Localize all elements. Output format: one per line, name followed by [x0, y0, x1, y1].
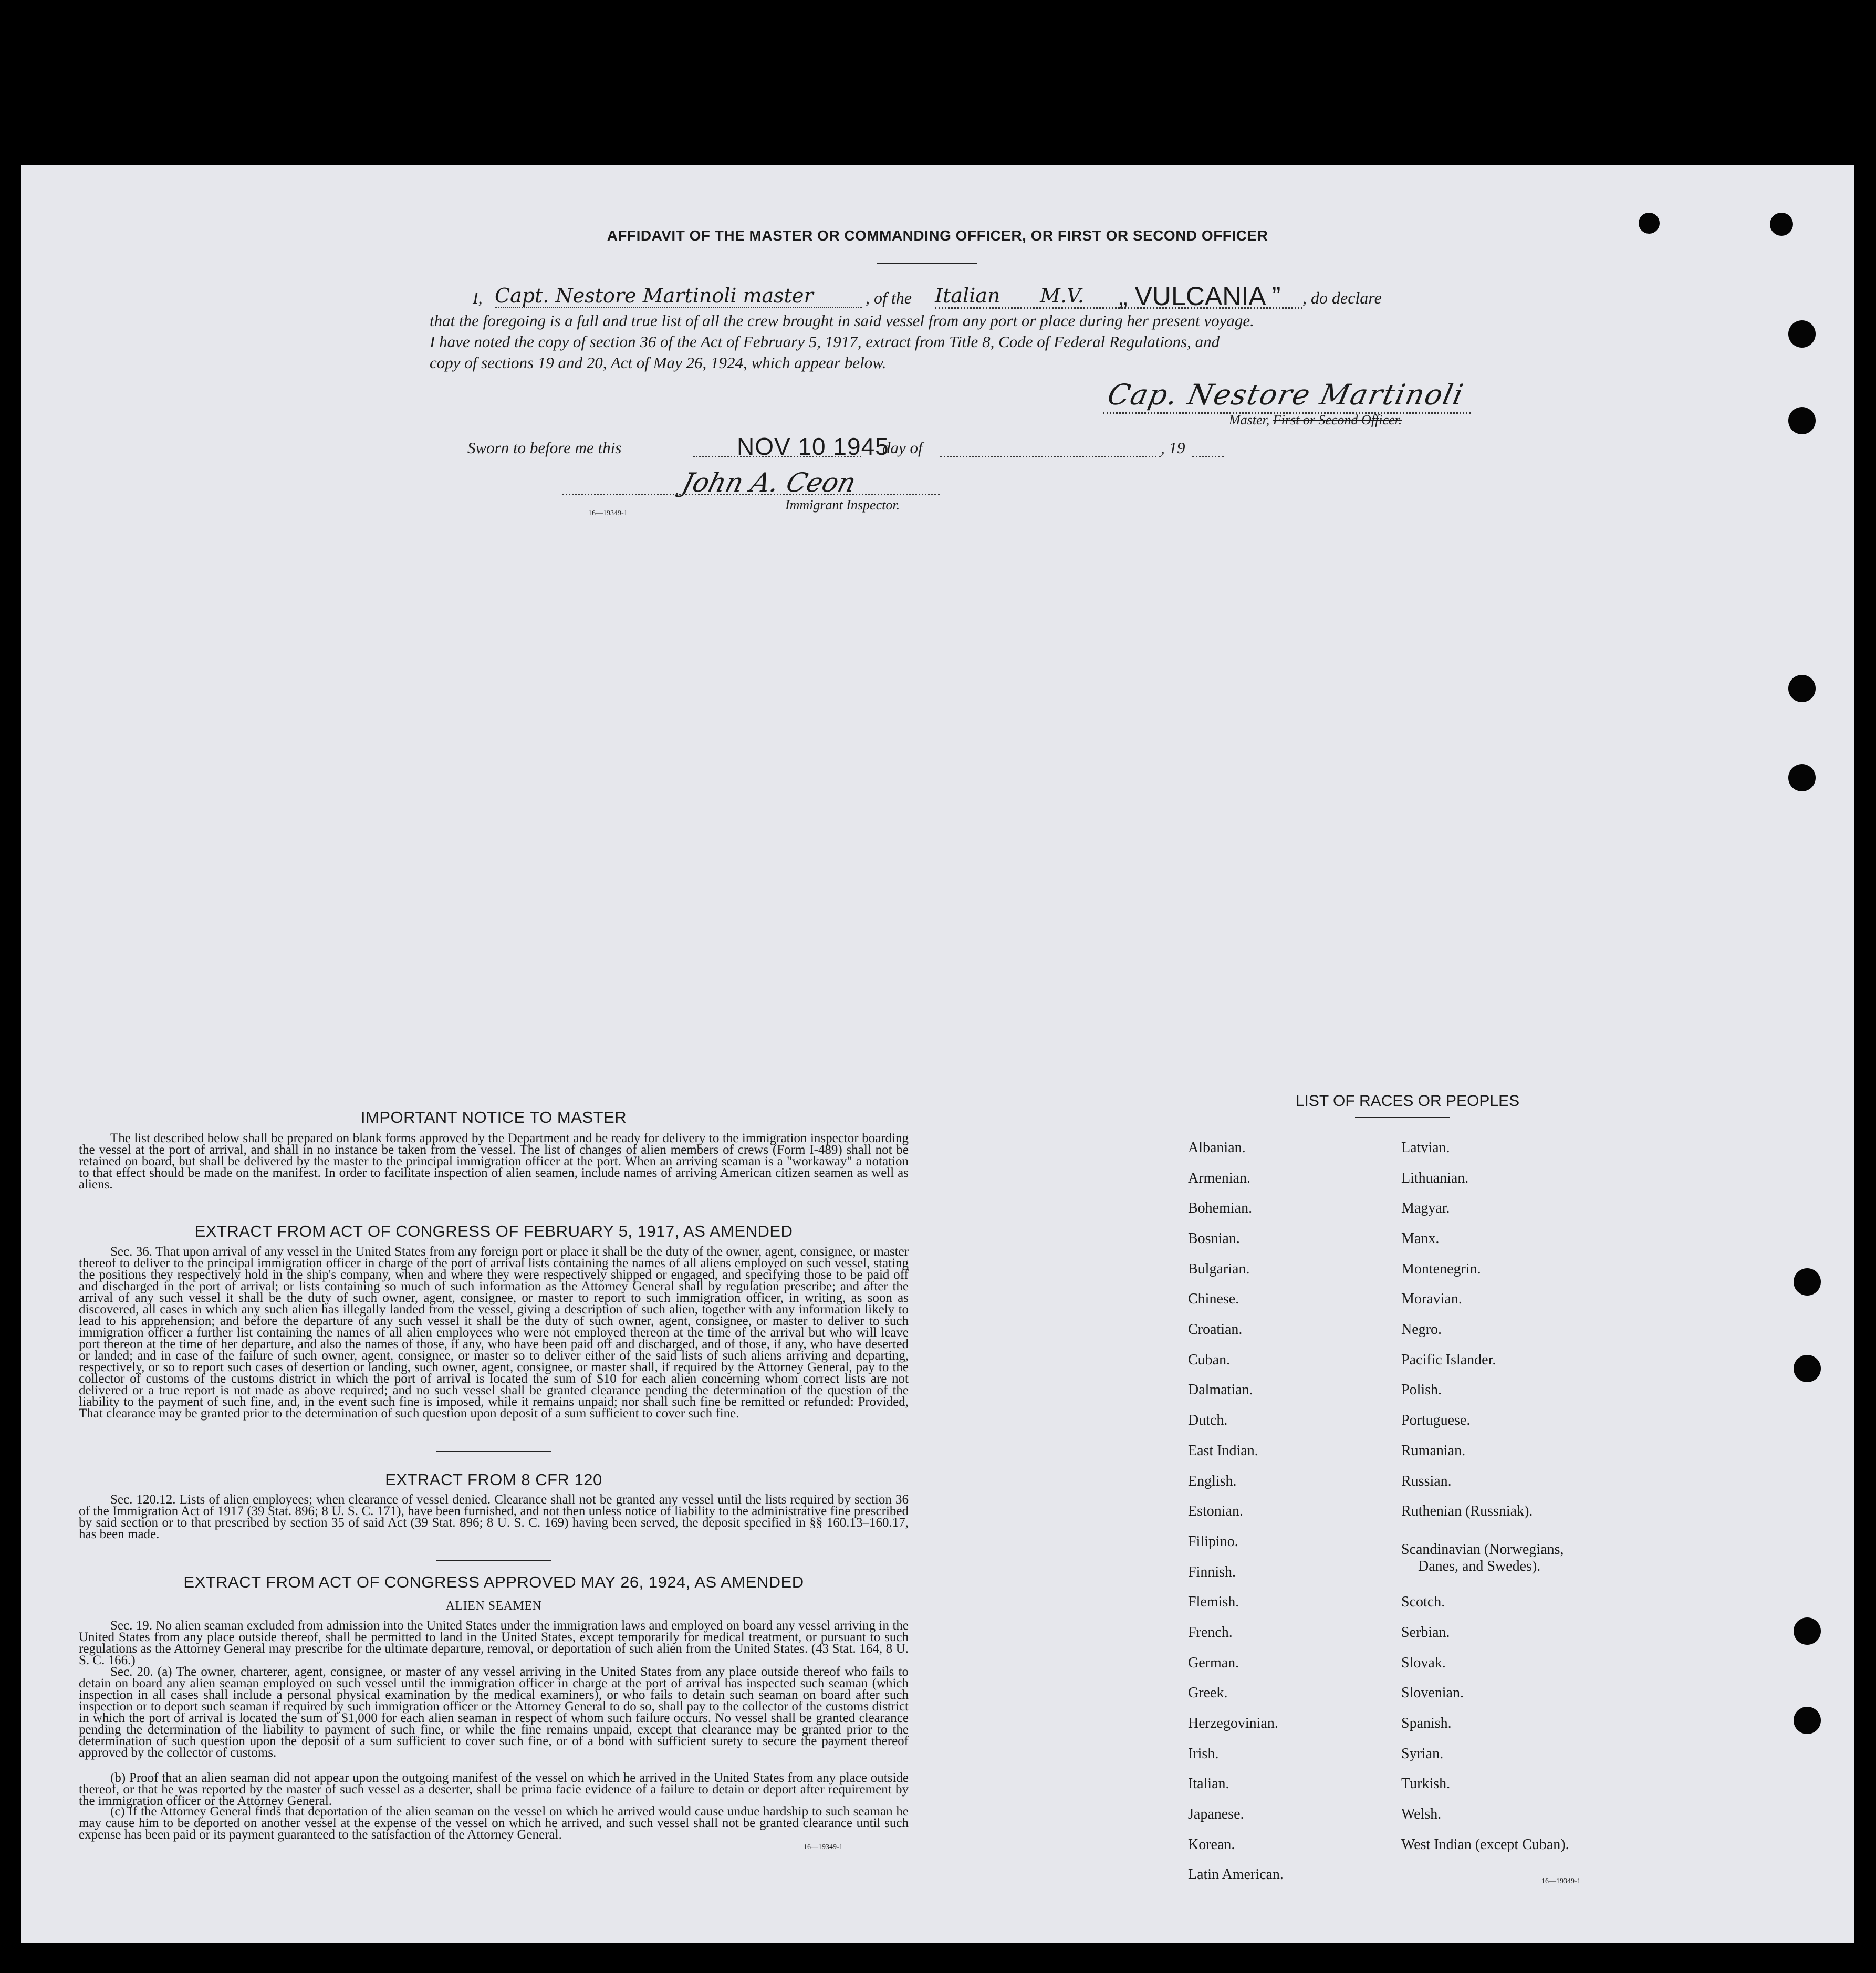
races-title: LIST OF RACES OR PEOPLES [1295, 1092, 1520, 1110]
race-item: Scotch. [1401, 1594, 1445, 1610]
race-item: Armenian. [1188, 1170, 1250, 1186]
race-item: Bulgarian. [1188, 1261, 1250, 1277]
race-item: Negro. [1401, 1321, 1442, 1338]
form-number-races: 16—19349-1 [1541, 1877, 1581, 1885]
race-item: Polish. [1401, 1382, 1442, 1398]
punch-hole [1788, 764, 1816, 791]
master-struck-text: First or Second Officer. [1273, 412, 1402, 427]
master-label: Master, [1229, 412, 1270, 427]
punch-hole [1788, 407, 1816, 434]
punch-hole [1794, 1355, 1821, 1382]
race-item: Scandinavian (Norwegians, [1401, 1541, 1564, 1558]
day-of: day of [882, 439, 923, 457]
race-item: French. [1188, 1624, 1233, 1641]
affidavit-title: AFFIDAVIT OF THE MASTER OR COMMANDING OFFICER, OR FIRST OR SECOND OFFICER [607, 227, 1268, 244]
divider [436, 1560, 551, 1561]
affidavit-line1 [473, 281, 1471, 311]
race-item: Lithuanian. [1401, 1170, 1469, 1186]
year-prefix: , 19 [1161, 439, 1185, 457]
race-item: Albanian. [1188, 1140, 1246, 1156]
date-underline [693, 456, 861, 457]
master-signature: Cap. Nestore Martinoli [1104, 378, 1467, 411]
race-item: Herzegovinian. [1188, 1715, 1278, 1731]
do-declare: , do declare [1302, 288, 1382, 307]
divider [436, 1451, 551, 1452]
affidavit-line2: that the foregoing is a full and true list of all the crew brought in said vessel from any port or place during her present voyage. [430, 311, 1254, 330]
date-stamp: NOV 10 1945 [737, 433, 889, 460]
race-item: Chinese. [1188, 1291, 1239, 1307]
race-item: Korean. [1188, 1836, 1235, 1853]
extract3-sec20c: (c) If the Attorney General finds that deportation of the alien seaman on the vessel on which he arrived would cause undue hardship to such seaman he may cause him to be deported on another vessel at the expense of the vessel on which he arrived, and such vessel shall not be granted clearance until such expense has been paid or its payment guaranteed to the satisfaction of the Attorney General. [79, 1804, 909, 1842]
race-item: Cuban. [1188, 1352, 1231, 1368]
race-item: Magyar. [1401, 1200, 1450, 1216]
punch-hole [1794, 1707, 1821, 1734]
race-item: Montenegrin. [1401, 1261, 1481, 1277]
extract2-title: EXTRACT FROM 8 CFR 120 [385, 1470, 602, 1489]
race-item: Serbian. [1401, 1624, 1450, 1641]
vessel-type: M.V. [1040, 284, 1084, 307]
race-item: Latin American. [1188, 1866, 1284, 1883]
race-item: Estonian. [1188, 1503, 1243, 1519]
race-item: English. [1188, 1473, 1237, 1489]
affidavit-line3: I have noted the copy of section 36 of the Act of February 5, 1917, extract from Title 8, Code of Federal Regulations, and [430, 332, 1220, 351]
month-underline [940, 456, 1161, 457]
race-item: Russian. [1401, 1473, 1452, 1489]
form-number-affidavit: 16—19349-1 [588, 509, 628, 517]
extract3-sec19: Sec. 19. No alien seaman excluded from admission into the United States under the immigration laws and employed on board any vessel arriving in the United States from any place outside thereof, shall be permitted to land in the United States, except temporarily for medical treatment, or pursuant to such regulations as the Attorney General may prescribe for the ultimate departure, removal, or deportation of such alien from the United States. (43 Stat. 164, 8 U. S. C. 166.) [79, 1619, 909, 1667]
race-item: Bohemian. [1188, 1200, 1253, 1216]
race-item: Dalmatian. [1188, 1382, 1253, 1398]
form-number-notice: 16—19349-1 [804, 1843, 843, 1851]
race-item: Portuguese. [1401, 1412, 1471, 1428]
race-item: Bosnian. [1188, 1230, 1240, 1247]
race-item: Croatian. [1188, 1321, 1243, 1338]
race-item: Slovenian. [1401, 1685, 1464, 1701]
race-item: Pacific Islander. [1401, 1352, 1496, 1368]
vessel-name: „ VULCANIA ” [1119, 281, 1281, 311]
master-name: Capt. Nestore Martinoli master [495, 284, 862, 308]
extract3-sec20b: (b) Proof that an alien seaman did not appear upon the outgoing manifest of the vessel on which he arrived in the United States from any place outside thereof, or that he was reported by the master of such vessel as a deserter, shall be prima facie evidence of a failure to detain or deport after requirement by the immigration officer or the Attorney General. [79, 1771, 909, 1808]
race-item: Filipino. [1188, 1533, 1238, 1550]
vessel-underline [935, 307, 1302, 309]
race-item: Spanish. [1401, 1715, 1452, 1731]
race-item: Welsh. [1401, 1806, 1442, 1822]
notice-body: The list described below shall be prepared on blank forms approved by the Department and be ready for delivery to the immigration inspector boarding the vessel at the port of arrival, and shall in no instance be taken from the vessel. The list of changes of alien members of crews (Form I-489) shall not be retained on board, but shall be delivered by the master to the principal immigration officer at the port. When an arriving seaman is a "workaway" a notation to that effect should be made on the manifest. In order to facilitate inspection of alien seamen, include names of arriving American citizen seamen as well as aliens. [79, 1131, 909, 1192]
inspector-signature-line [562, 494, 940, 495]
extract2-body: Sec. 120.12. Lists of alien employees; when clearance of vessel denied. Clearance shall not be granted any vessel until the lists required by section 36 of the Immigration Act of 1917 (39 Stat. 896; 8 U. S. C. 171), have been furnished, and not then unless notice of liability to the administrative fine prescribed by said section or to that prescribed by section 35 of said Act (39 Stat. 896; 8 U. S. C. 169) having been served, the deposit specified in §§ 160.13–160.17, has been made. [79, 1492, 909, 1541]
race-item: Flemish. [1188, 1594, 1239, 1610]
race-item: Greek. [1188, 1685, 1228, 1701]
year-underline [1192, 456, 1224, 457]
inspector-label: Immigrant Inspector. [785, 497, 900, 513]
nationality: Italian [935, 284, 1000, 307]
race-item: Italian. [1188, 1776, 1229, 1792]
punch-hole [1794, 1617, 1821, 1645]
race-item: Japanese. [1188, 1806, 1244, 1822]
extract1-body: Sec. 36. That upon arrival of any vessel in the United States from any foreign port or place it shall be the duty of the owner, agent, consignee, or master thereof to deliver to the principal immigration officer in charge of the port of arrival lists containing the names of all aliens employed on such vessel, stating the positions they respectively hold in the ship's company, when and where they were respectively shipped or engaged, and specifying those to be paid off and discharged in the port of arrival; or lists containing so much of such information as the Attorney General shall by regulation prescribe; and after the arrival of any such vessel it shall be the duty of such owner, agent, consignee, or master to report to such immigration officer, in writing, as soon as discovered, all cases in which any such alien has illegally landed from the vessel, giving a description of such alien, together with any information likely to lead to his apprehension; and before the departure of any such vessel it shall be the duty of such owner, agent, consignee, or master to deliver to such immigration officer a further list containing the names of all alien employees who were not employed thereon at the time of the arrival but who will leave port thereon at the time of her departure, and also the names of those, if any, who have been paid off and discharged, and of those, if any, who have deserted or landed; and in case of the failure of such owner, agent, consignee, or master so to deliver either of the said lists of such aliens arriving and departing, respectively, or so to report such cases of desertion or landing, such owner, agent, consignee, or master shall, if required by the Attorney General, pay to the collector of customs of the customs district in which the port of arrival is located the sum of $10 for each alien concerning whom correct lists are not delivered or a true report is not made as above required; and no such vessel shall be granted clearance pending the determination of the question of the liability to the payment of such fine, and, in the event such fine is imposed, while it remains unpaid; nor shall such fine be remitted or refunded: Provided, That clearance may be granted prior to the determination of such question upon deposit of a sum sufficient to cover such fine. [79, 1245, 909, 1421]
inspector-signature: John A. Ceon [679, 467, 859, 498]
race-item: West Indian (except Cuban). [1401, 1836, 1569, 1853]
race-item: Turkish. [1401, 1776, 1451, 1792]
race-item: Rumanian. [1401, 1443, 1466, 1459]
race-item: Finnish. [1188, 1564, 1236, 1580]
race-item: Syrian. [1401, 1746, 1444, 1762]
race-item: East Indian. [1188, 1443, 1258, 1459]
extract3-sec20a: Sec. 20. (a) The owner, charterer, agent, consignee, or master of any vessel arriving in the United States from any place outside thereof who fails to detain on board any alien seaman employed on such vessel until the immigration officer in charge at the port of arrival has inspected such seaman (which inspection in all cases shall include a personal physical examination by the medical examiners), or who fails to detain such seaman on board after such inspection or to deport such seaman if required by such immigration officer or the Attorney General to do so, shall pay to the collector of the customs district in which the port of arrival is located the sum of $1,000 for each alien seaman in respect of whom such failure occurs. No vessel shall be granted clearance pending the determination of the liability to payment of such fine, or while the fine remains unpaid, except that clearance may be granted prior to the determination of such question upon the deposit of a sum sufficient to cover such fine, or of a bond with sufficient surety to secure the payment thereof approved by the collector of customs. [79, 1665, 909, 1760]
of-the: , of the [866, 288, 912, 307]
divider [1355, 1117, 1450, 1118]
affidavit-line4: copy of sections 19 and 20, Act of May 26, 1924, which appear below. [430, 353, 887, 372]
punch-hole [1794, 1268, 1821, 1296]
race-item: Manx. [1401, 1230, 1440, 1247]
extract3-title: EXTRACT FROM ACT OF CONGRESS APPROVED MAY 26, 1924, AS AMENDED [183, 1573, 804, 1591]
race-item: Irish. [1188, 1746, 1219, 1762]
race-item: Ruthenian (Russniak). [1401, 1503, 1533, 1519]
race-item: Danes, and Swedes). [1418, 1558, 1541, 1574]
extract3-subtitle: ALIEN SEAMEN [445, 1599, 542, 1613]
divider [877, 263, 977, 264]
master-title [1229, 412, 1402, 428]
race-item: Latvian. [1401, 1140, 1450, 1156]
race-item: Slovak. [1401, 1655, 1446, 1671]
punch-hole [1788, 320, 1816, 348]
i-prefix: I, [473, 288, 483, 307]
race-item: Dutch. [1188, 1412, 1228, 1428]
document-sheet [21, 165, 1854, 1943]
extract1-title: EXTRACT FROM ACT OF CONGRESS OF FEBRUARY 5, 1917, AS AMENDED [194, 1222, 793, 1240]
notice-title: IMPORTANT NOTICE TO MASTER [360, 1108, 627, 1126]
race-item: Moravian. [1401, 1291, 1462, 1307]
sworn-prefix: Sworn to before me this [467, 439, 622, 457]
punch-hole [1788, 675, 1816, 702]
sworn-line [467, 432, 1229, 458]
race-item: German. [1188, 1655, 1239, 1671]
